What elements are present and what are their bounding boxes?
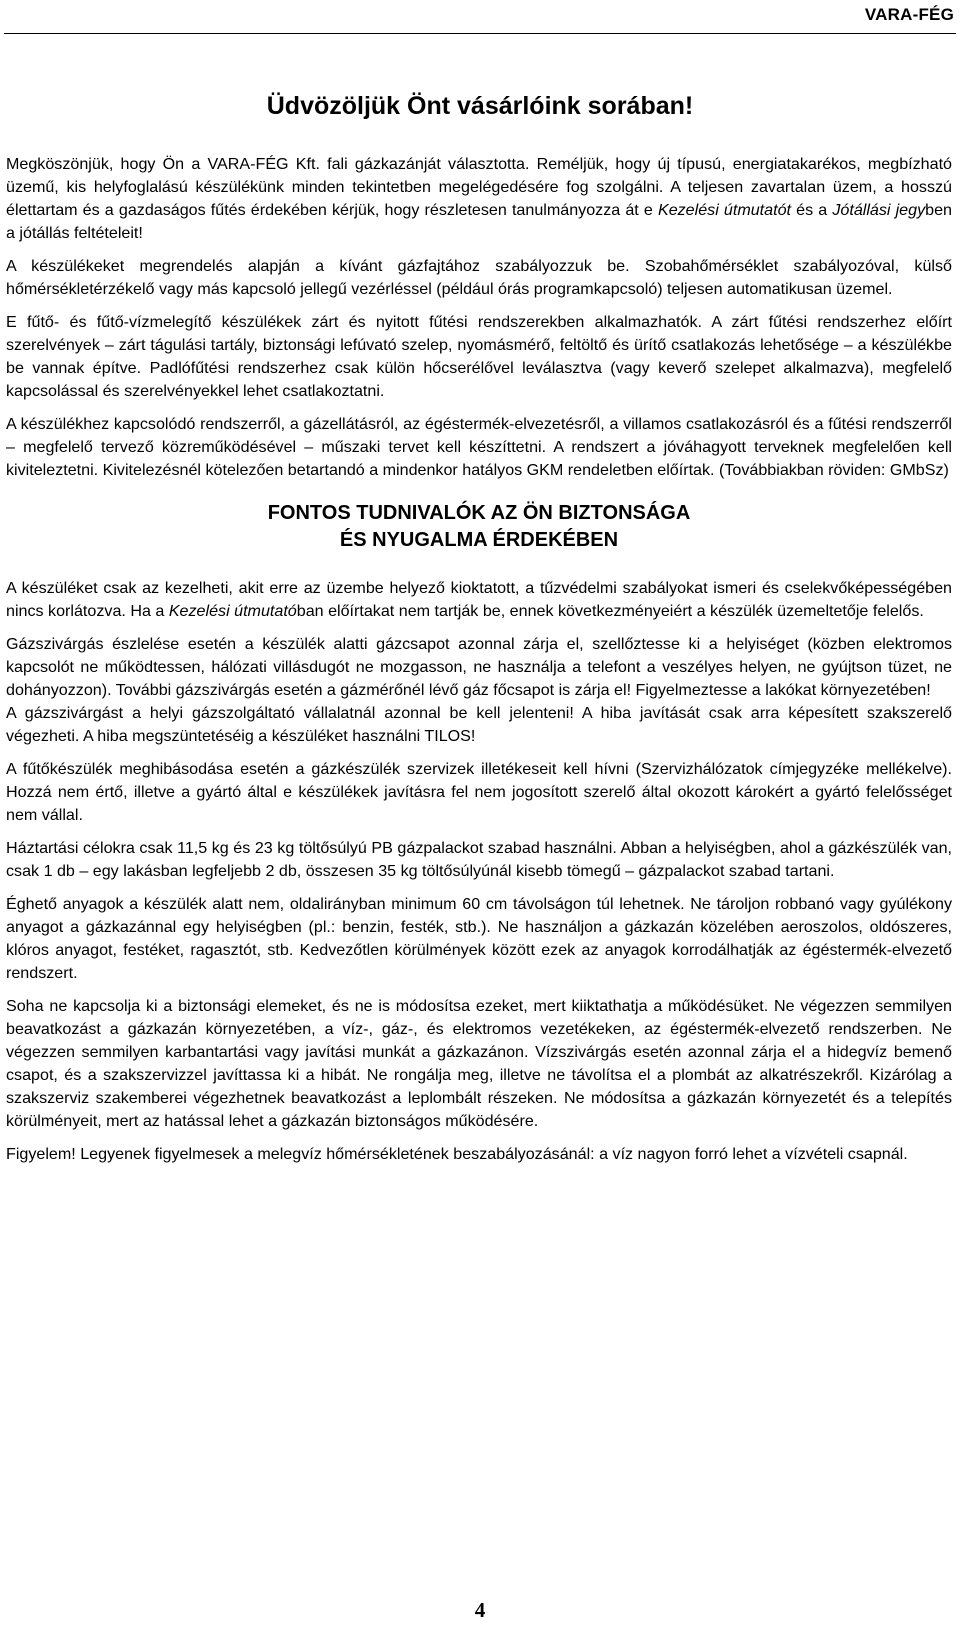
- safety-paragraph-7: Soha ne kapcsolja ki a biztonsági elemeket, és ne is módosítsa ezeket, mert kiiktathatja a működésüket. Ne végezzen semmilyen beavatkozást a gázkazán környezetében, a víz-, gáz-, és elektromos vezetékeken, az égéstermék-elvezető rendszerben. Ne végezzen semmilyen karbantartási vagy javítási munkát a gázkazánon. Vízszivárgás esetén azonnal zárja el a hidegvíz bemenő csapot, és a szakszervizzel javíttassa ki a hibát. Ne rongálja meg, illetve ne távolítsa el a plombát az alkatrészekről. Kizárólag a szakszerviz szakemberei végezhetnek beavatkozást a leplombált részeken. Ne módosítsa a gázkazán környezetét és a telepítés körülményeit, mert az hatással lehet a gázkazán biztonságos működésére.: [6, 997, 952, 1130]
- page-header: [4, 0, 956, 34]
- safety-heading: [6, 500, 952, 554]
- document-body: [6, 153, 952, 1176]
- header-brand: VARA-FÉG: [864, 5, 954, 24]
- intro-text-b: és a: [791, 201, 833, 219]
- safety-heading-line-2: ÉS NYUGALMA ÉRDEKÉBEN: [339, 529, 619, 551]
- safety-text-a: A készüléket csak az kezelheti, akit erre az üzembe helyező kioktatott, a tűzvédelmi szabályokat ismeri és cselekvőképességében nincs korlátozva. Ha a: [6, 579, 952, 620]
- intro-text-a: Megköszönjük, hogy Ön a VARA-FÉG Kft. fali gázkazánját választotta. Reméljük, hogy új típusú, energiatakarékos, megbízható üzemű, kis helyfoglalású készülékünk minden tekintetben megelégedésére fog szolgálni. A teljesen zavartalan üzem, a hosszú élettartam és a gazdaságos fűtés érdekében kérjük, hogy részletesen tanulmányozza át e: [6, 155, 952, 219]
- intro-paragraph-2: A készülékeket megrendelés alapján a kívánt gázfajtához szabályozzuk be. Szobahőmérséklet szabályozóval, külső hőmérsékletérzékelő vagy más kapcsoló jellegű vezérléssel (például órás programkapcsoló) teljesen automatikusan üzemel.: [6, 257, 952, 298]
- safety-paragraph-6: Éghető anyagok a készülék alatt nem, oldalirányban minimum 60 cm távolságon túl lehetnek. Ne tároljon robbanó vagy gyúlékony anyagot a gázkazánnal egy helyiségben (pl.: benzin, festék, stb.). Ne használjon a gázkazán közelében aeroszolos, oldószeres, klóros anyagot, festéket, ragasztót, stb. Kedvezőtlen körülmények között ezek az anyagok korrodálhatják az égéstermék-elvezető rendszert.: [6, 895, 952, 982]
- safety-text-b: ban előírtakat nem tartják be, ennek következményeiért a készülék üzemeltetője felelős.: [296, 602, 924, 620]
- page-title: Üdvözöljük Önt vásárlóink sorában!: [266, 92, 694, 120]
- safety-paragraph-2: Gázszivárgás észlelése esetén a készülék alatti gázcsapot azonnal zárja el, szellőztesse ki a helyiséget (közben elektromos kapcsolót ne működtessen, hálózati villásdugót ne mozgasson, ne használja a telefont a veszélyes helyen, ne gyújtson tüzet, ne dohányozzon). További gázszivárgás esetén a gázmérőnél lévő gáz főcsapot is zárja el! Figyelmeztesse a lakókat környezetében!: [6, 635, 952, 699]
- intro-text-c: ben a jótállás feltételeit!: [6, 201, 952, 242]
- safety-emphasis-manual: Kezelési útmutató: [168, 602, 297, 620]
- intro-emphasis-manual: Kezelési útmutatót: [657, 201, 792, 219]
- page-number: 4: [474, 1598, 486, 1622]
- safety-paragraph-3: A gázszivárgást a helyi gázszolgáltató vállalatnál azonnal be kell jelenteni! A hiba javítását csak arra képesített szakszerelő végezheti. A hiba megszüntetéséig a készüléket használni TILOS!: [6, 704, 952, 745]
- intro-paragraph-3: E fűtő- és fűtő-vízmelegítő készülékek zárt és nyitott fűtési rendszerekben alkalmazhatók. A zárt fűtési rendszerhez előírt szerelvények – zárt tágulási tartály, biztonsági lefúvató szelep, nyomásmérő, feltöltő és ürítő csatlakozás lehetősége – a készülékbe be vannak építve. Padlófűtési rendszerhez csak külön hőcserélővel leválasztva (vagy keverő szelepet alkalmazva), megfelelő kapcsolással és szerelvényekkel lehet csatlakoztatni.: [6, 313, 952, 400]
- intro-paragraph-4: A készülékhez kapcsolódó rendszerről, a gázellátásról, az égéstermék-elvezetésről, a villamos csatlakozásról és a fűtési rendszerről – megfelelő tervező közreműködésével – műszaki tervet kell készíttetni. A rendszert a jóváhagyott terveknek megfelelően kell kiviteleztetni. Kivitelezésnél kötelezően betartandó a mindenkor hatályos GKM rendeletben előírtak. (Továbbiakban röviden: GMbSz): [6, 415, 952, 479]
- intro-emphasis-warranty: Jótállási jegy: [832, 201, 926, 219]
- safety-heading-line-1: FONTOS TUDNIVALÓK AZ ÖN BIZTONSÁGA: [267, 502, 691, 524]
- safety-paragraph-4: A fűtőkészülék meghibásodása esetén a gázkészülék szervizek illetékeseit kell hívni (Szervizhálózatok címjegyzéke mellékelve). Hozzá nem értő, illetve a gyártó által e készülékek javításra fel nem jogosított szerelő által okozott károkért a gyártó felelősséget nem vállal.: [6, 760, 952, 824]
- safety-paragraph-8: Figyelem! Legyenek figyelmesek a melegvíz hőmérsékletének beszabályozásánál: a víz nagyon forró lehet a vízvételi csapnál.: [6, 1145, 908, 1163]
- safety-paragraph-5: Háztartási célokra csak 11,5 kg és 23 kg töltősúlyú PB gázpalackot szabad használni. Abban a helyiségben, ahol a gázkészülék van, csak 1 db – egy lakásban legfeljebb 2 db, összesen 35 kg töltősúlyúnál kisebb tömegű – gázpalackot szabad tartani.: [6, 839, 952, 880]
- intro-paragraph-1: [6, 153, 952, 245]
- safety-paragraph-1: [6, 577, 952, 623]
